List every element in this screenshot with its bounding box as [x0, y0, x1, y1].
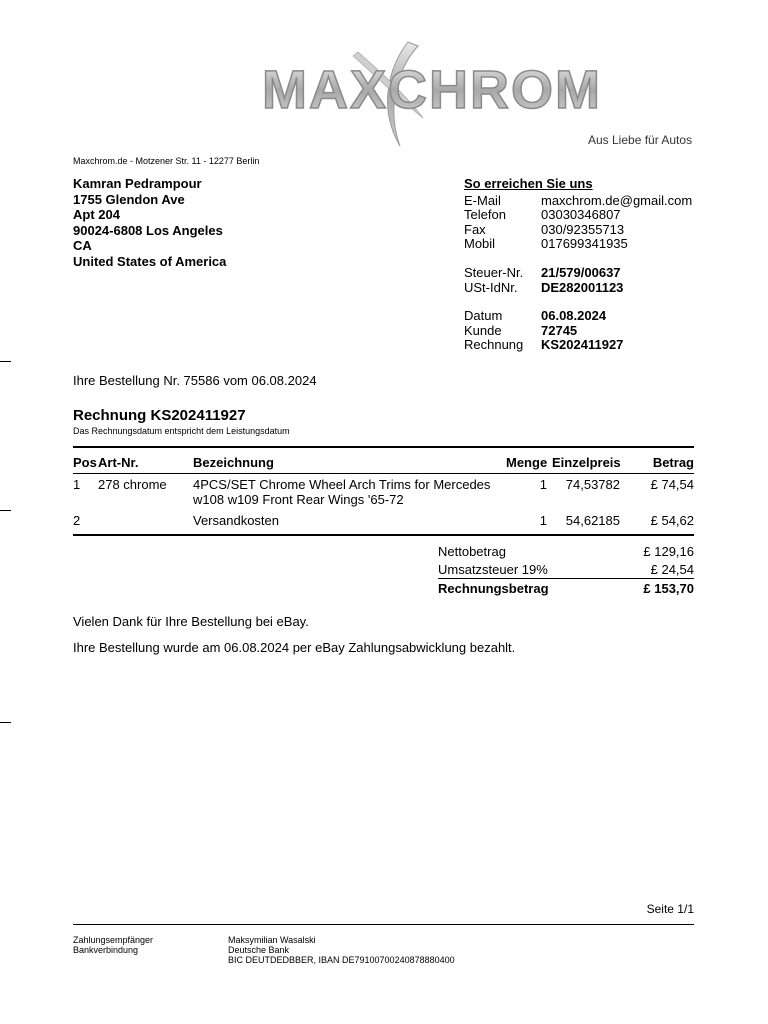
- contact-row: [464, 194, 692, 209]
- customer-number: 72745: [541, 322, 578, 338]
- invoice-date: 06.08.2024: [541, 308, 607, 324]
- meta-row: [464, 338, 692, 353]
- cell-qty: 1: [539, 477, 547, 492]
- col-header-pos: Pos: [73, 455, 97, 470]
- total-value: £ 24,54: [650, 562, 694, 577]
- contact-row: [464, 208, 692, 223]
- footer-value: Maksymilian Wasalski: [228, 935, 316, 945]
- recipient-address: [73, 176, 226, 269]
- total-label: Nettobetrag: [438, 544, 506, 559]
- brand-tagline: Aus Liebe für Autos: [588, 133, 693, 147]
- recipient-line: Kamran Pedrampour: [73, 176, 202, 191]
- meta-row: [464, 324, 692, 339]
- contact-mobile: 017699341935: [541, 236, 628, 252]
- cell-pos: 1: [73, 477, 81, 492]
- fold-mark: [0, 722, 11, 723]
- footer-rule: [73, 924, 694, 925]
- total-value: £ 153,70: [643, 581, 694, 596]
- total-row-vat: [438, 562, 694, 577]
- cell-amount: £ 74,54: [650, 477, 694, 492]
- footer-value: BIC DEUTDEDBBER, IBAN DE79100700240878880400: [228, 955, 455, 965]
- footer-labels: [73, 935, 153, 955]
- cell-unit: 54,62185: [565, 513, 620, 528]
- contact-title: So erreichen Sie uns: [464, 176, 593, 191]
- meta-label: Rechnung: [464, 337, 524, 353]
- recipient-line: 90024-6808 Los Angeles: [73, 222, 223, 238]
- footer-label: Bankverbindung: [73, 945, 139, 955]
- contact-label: Telefon: [464, 207, 506, 223]
- tax-label: Steuer-Nr.: [464, 264, 524, 280]
- contact-phone: 03030346807: [541, 207, 621, 223]
- contact-email: maxchrom.de@gmail.com: [541, 192, 693, 208]
- table-top-rule: [73, 446, 694, 448]
- contact-label: Mobil: [464, 236, 496, 252]
- contact-block: [464, 177, 692, 353]
- tax-row: [464, 281, 692, 296]
- cell-desc: Versandkosten: [193, 513, 280, 528]
- invoice-subtitle: Das Rechnungsdatum entspricht dem Leistungsdatum: [73, 426, 290, 436]
- contact-label: Fax: [464, 221, 486, 237]
- total-value: £ 129,16: [643, 544, 694, 559]
- total-label: Rechnungsbetrag: [438, 581, 549, 596]
- cell-amount: £ 54,62: [650, 513, 694, 528]
- tax-number: 21/579/00637: [541, 264, 621, 280]
- recipient-line: United States of America: [73, 253, 227, 269]
- col-header-qty: Menge: [506, 455, 548, 470]
- table-bottom-rule: [73, 534, 694, 536]
- payment-note: Ihre Bestellung wurde am 06.08.2024 per eBay Zahlungsabwicklung bezahlt.: [73, 640, 516, 655]
- page-number: Seite 1/1: [646, 902, 694, 916]
- fold-mark: [0, 510, 11, 511]
- cell-pos: 2: [73, 513, 81, 528]
- footer-values: [228, 935, 455, 965]
- order-reference: Ihre Bestellung Nr. 75586 vom 06.08.2024: [73, 373, 317, 388]
- cell-art: 278 chrome: [98, 477, 167, 492]
- col-header-art: Art-Nr.: [98, 455, 139, 470]
- col-header-amount: Betrag: [652, 455, 694, 470]
- vat-id: DE282001123: [541, 279, 624, 295]
- contact-fax: 030/92355713: [541, 221, 625, 237]
- sender-line: Maxchrom.de - Motzener Str. 11 - 12277 Berlin: [73, 156, 260, 166]
- footer-label: Zahlungsempfänger: [73, 935, 154, 945]
- tax-label: USt-IdNr.: [464, 279, 518, 295]
- logo-wordmark: MAXCHROM: [262, 60, 602, 120]
- col-header-desc: Bezeichnung: [193, 455, 274, 470]
- footer-value: Deutsche Bank: [228, 945, 290, 955]
- totals-rule: [438, 578, 694, 579]
- tax-row: [464, 266, 692, 281]
- total-row-gross: [438, 581, 694, 596]
- recipient-line: Apt 204: [73, 207, 120, 222]
- cell-unit: 74,53782: [565, 477, 620, 492]
- contact-label: E-Mail: [464, 192, 501, 208]
- contact-row: [464, 223, 692, 238]
- contact-row: [464, 237, 692, 252]
- invoice-title: Rechnung KS202411927: [73, 407, 246, 424]
- meta-label: Kunde: [464, 322, 502, 338]
- meta-label: Datum: [464, 308, 503, 324]
- col-header-unit: Einzelpreis: [552, 455, 621, 470]
- brand-logo: [258, 38, 698, 150]
- thank-you-note: Vielen Dank für Ihre Bestellung bei eBay.: [73, 614, 309, 629]
- meta-row: [464, 309, 692, 324]
- recipient-line: 1755 Glendon Ave: [73, 191, 185, 207]
- table-header-rule: [73, 473, 694, 474]
- fold-mark: [0, 361, 11, 362]
- cell-desc: 4PCS/SET Chrome Wheel Arch Trims for Mercedes: [193, 477, 491, 492]
- cell-qty: 1: [539, 513, 547, 528]
- total-label: Umsatzsteuer 19%: [438, 562, 548, 577]
- recipient-line: CA: [73, 238, 92, 253]
- invoice-number: KS202411927: [541, 337, 624, 353]
- total-row-net: [438, 544, 694, 559]
- cell-desc-line2: w108 w109 Front Rear Wings '65-72: [193, 492, 404, 507]
